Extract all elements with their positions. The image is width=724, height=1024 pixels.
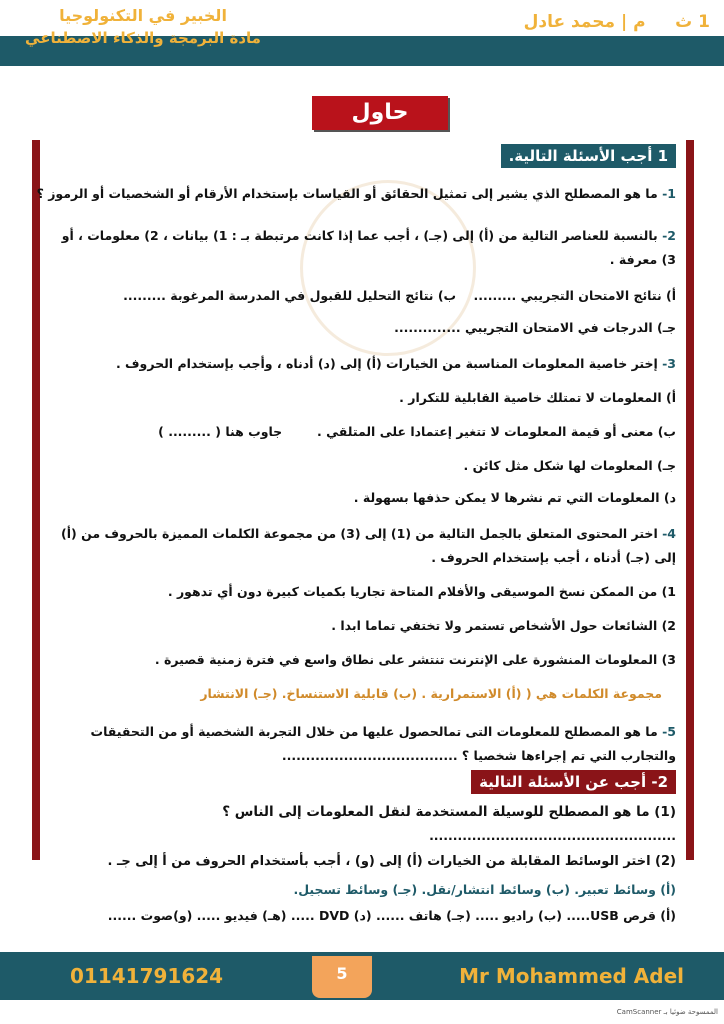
s2-media-items: (أ) قرص USB..... (ب) راديو ..... (جـ) هاتف ...... (د) DVD ..... (هـ) فيديو ..... (و)صوت ...... [107, 908, 676, 923]
q4-number: 4- [662, 526, 676, 541]
q4-sentence-2: 2) الشائعات حول الأشخاص تستمر ولا تختفي تماما ابدا . [331, 618, 676, 633]
q3-number: 3- [662, 356, 676, 371]
q3-text: إختر خاصية المعلومات المناسبة من الخيارات (أ) إلى (د) أدناه ، وأجب بإستخدام الحروف . [115, 356, 658, 371]
q2-option-a: أ) نتائج الامتحان التجريبي ......... [473, 288, 676, 303]
question-2 [52, 224, 676, 272]
scanner-watermark: CamScanner الممسوحة ضوئيا بـ [616, 1008, 718, 1016]
left-border-bar [32, 140, 40, 860]
q3-option-b: ب) معنى أو قيمة المعلومات لا تتغير إعتمادا على المتلقي . [317, 424, 676, 439]
brand-title: الخبير في التكنولوجيا [59, 6, 227, 25]
q2-option-ab [123, 288, 676, 303]
section2-header: 2- أجب عن الأسئلة التالية [471, 770, 676, 794]
teacher-title: م [633, 12, 646, 32]
question-5 [52, 720, 676, 768]
q5-number: 5- [662, 724, 676, 739]
q3-option-a: أ) المعلومات لا تمتلك خاصية القابلية للتكرار . [399, 390, 676, 405]
page-number: 5 [312, 956, 372, 998]
grade-label: 1 ث [675, 12, 710, 32]
q4-text: اختر المحتوى المتعلق بالجمل التالية من (1) إلى (3) من مجموعة الكلمات المميزة بالحروف من (أ) إلى (جـ) أدناه ، أجب بإستخدام الحروف . [61, 526, 676, 565]
footer-name: Mr Mohammed Adel [459, 964, 684, 988]
s2-question-2: (2) اختر الوسائط المقابلة من الخيارات (أ) إلى (و) ، أجب بأستخدام الحروف من أ إلى جـ . [107, 854, 676, 869]
right-border-bar [686, 140, 694, 860]
q3-option-b-row [158, 424, 676, 439]
q3-option-c: جـ) المعلومات لها شكل مثل كائن . [463, 458, 676, 473]
q3-option-d: د) المعلومات التي تم نشرها لا يمكن حذفها بسهولة . [353, 490, 676, 505]
q3-answer-here: جاوب هنا ( ......... ) [158, 424, 283, 439]
section1-header: 1 أجب الأسئلة التالية. [501, 144, 676, 168]
q1-number: 1- [662, 186, 676, 201]
q4-sentence-3: 3) المعلومات المنشورة على الإنترنت تنتشر على نطاق واسع في فترة زمنية قصيرة . [154, 652, 676, 667]
q4-word-bank: مجموعة الكلمات هي ( (أ) الاستمرارية . (ب) قابلية الاستنساخ. (جـ) الانتشار [200, 686, 662, 701]
header-brand-block [8, 6, 278, 47]
q2-option-b: ب) نتائج التحليل للقبول في المدرسة المرغوبة ......... [123, 288, 457, 303]
teacher-separator: | [620, 12, 628, 32]
s2-question-1: (1) ما هو المصطلح للوسيلة المستخدمة لنقل المعلومات إلى الناس ؟ [222, 804, 676, 820]
q5-text: ما هو المصطلح للمعلومات التى تمالحصول عليها من خلال التجربة الشخصية أو من التحقيقات والتجارب التي تم إجراءها شخصيا ؟ ..................................... [90, 724, 676, 763]
header [0, 0, 724, 74]
s2-question-1-blank: .................................................... [429, 828, 676, 843]
page-title: حاول بنفسك [312, 96, 448, 130]
question-1 [37, 186, 676, 201]
s2-media-options: (أ) وسائط تعبير. (ب) وسائط انتشار/نقل. (جـ) وسائط تسجيل. [293, 882, 676, 897]
subject-title: مادة البرمجة والذكاء الاصطناعي [25, 29, 261, 47]
teacher-name: محمد عادل [523, 12, 616, 32]
q4-sentence-1: 1) من الممكن نسخ الموسيقى والأفلام المتاحة تجاريا بكميات كبيرة دون أي تدهور . [167, 584, 676, 599]
q2-number: 2- [662, 228, 676, 243]
question-3 [116, 356, 676, 371]
q2-text: بالنسبة للعناصر التالية من (أ) إلى (جـ) ، أجب عما إذا كانت مرتبطة بـ : 1) بيانات ، 2) معلومات ، أو 3) معرفة . [61, 228, 676, 267]
q2-option-c: جـ) الدرجات في الامتحان التجريبي .............. [394, 320, 676, 335]
footer-phone: 01141791624 [70, 964, 224, 988]
header-teacher-block [524, 12, 710, 32]
question-4 [52, 522, 676, 570]
q1-text: ما هو المصطلح الذي يشير إلى تمثيل الحقائق أو القياسات بإستخدام الأرقام أو الشخصيات أو الرموز ؟ [36, 186, 658, 201]
